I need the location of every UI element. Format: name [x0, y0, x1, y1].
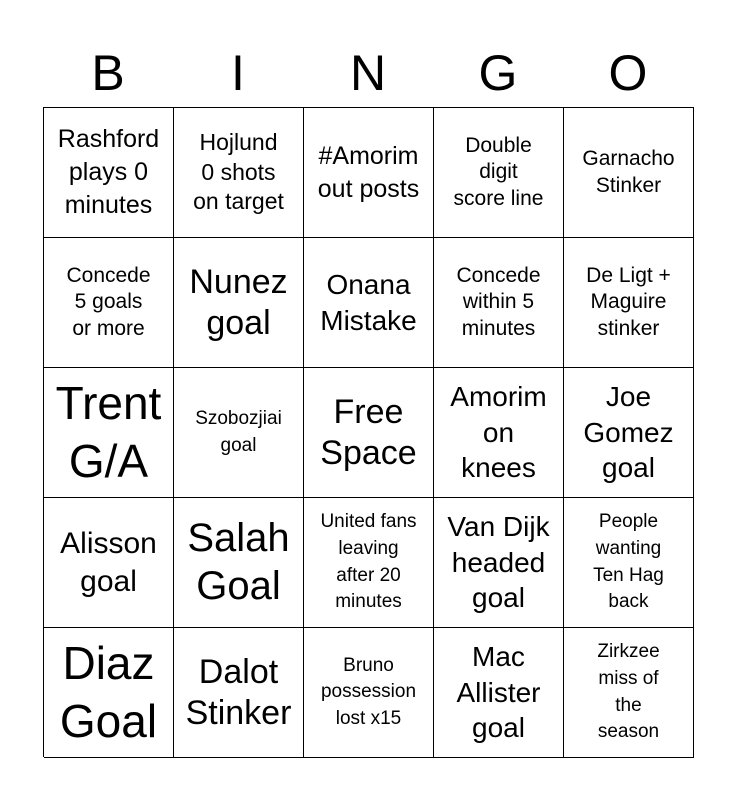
bingo-cell[interactable]: [174, 498, 304, 628]
bingo-cell-text: United fans leaving after 20 minutes: [320, 511, 417, 613]
bingo-cell-text: Dalot Stinker: [185, 653, 292, 732]
bingo-cell-text: People wanting Ten Hag back: [593, 511, 664, 613]
bingo-cell-text: Zirkzee miss of the season: [597, 641, 660, 743]
bingo-cell[interactable]: [434, 238, 564, 368]
bingo-cell[interactable]: [44, 238, 174, 368]
bingo-cell[interactable]: [304, 498, 434, 628]
bingo-cell[interactable]: [304, 108, 434, 238]
bingo-cell-text: Garnacho Stinker: [582, 147, 675, 197]
bingo-cell-text: Trent G/A: [55, 377, 162, 487]
bingo-header: [43, 40, 693, 106]
bingo-cell[interactable]: [44, 108, 174, 238]
bingo-cell-text: Onana Mistake: [320, 268, 417, 336]
bingo-cell-text: Nunez goal: [189, 263, 288, 342]
bingo-cell[interactable]: [174, 368, 304, 498]
bingo-cell-text: Hojlund 0 shots on target: [193, 128, 284, 215]
bingo-cell-text: Salah Goal: [187, 516, 290, 608]
bingo-cell[interactable]: [434, 108, 564, 238]
bingo-cell[interactable]: [564, 368, 694, 498]
bingo-cell[interactable]: [174, 238, 304, 368]
bingo-cell[interactable]: [304, 368, 434, 498]
bingo-cell-text: Rashford plays 0 minutes: [57, 125, 160, 219]
bingo-cell[interactable]: [304, 628, 434, 758]
bingo-cell-text: Concede within 5 minutes: [456, 263, 541, 340]
bingo-cell-text: Joe Gomez goal: [583, 380, 674, 484]
header-letter-g: G: [478, 45, 518, 101]
bingo-cell-text: Van Dijk headed goal: [447, 510, 550, 614]
bingo-cell[interactable]: [44, 628, 174, 758]
bingo-cell[interactable]: [564, 108, 694, 238]
bingo-cell-text: De Ligt + Maguire stinker: [586, 263, 671, 340]
header-letter-i: I: [231, 45, 245, 101]
bingo-cell[interactable]: [564, 498, 694, 628]
bingo-cell-text: Mac Allister goal: [456, 640, 541, 744]
header-letter-b: B: [91, 45, 125, 101]
bingo-cell[interactable]: [174, 108, 304, 238]
bingo-cell[interactable]: [304, 238, 434, 368]
bingo-cell[interactable]: [434, 498, 564, 628]
bingo-cell-text: Szobozjiai goal: [195, 407, 282, 456]
bingo-cell[interactable]: [564, 628, 694, 758]
bingo-cell-text: Double digit score line: [453, 133, 544, 210]
bingo-cell-text: Bruno possession lost x15: [320, 654, 417, 729]
bingo-cell[interactable]: [44, 368, 174, 498]
header-letter-n: N: [349, 45, 387, 101]
bingo-cell[interactable]: [44, 498, 174, 628]
bingo-board: [43, 107, 694, 757]
bingo-cell-text: Concede 5 goals or more: [66, 263, 151, 340]
bingo-cell-text: Amorim on knees: [450, 380, 547, 484]
bingo-cell[interactable]: [564, 238, 694, 368]
bingo-cell[interactable]: [174, 628, 304, 758]
bingo-cell[interactable]: [434, 368, 564, 498]
bingo-cell-text: Alisson goal: [60, 527, 157, 598]
bingo-cell-text: #Amorim out posts: [317, 141, 420, 203]
bingo-cell[interactable]: [434, 628, 564, 758]
bingo-cell-text: Free Space: [320, 393, 417, 472]
header-letter-o: O: [608, 45, 648, 101]
bingo-cell-text: Diaz Goal: [59, 637, 158, 747]
